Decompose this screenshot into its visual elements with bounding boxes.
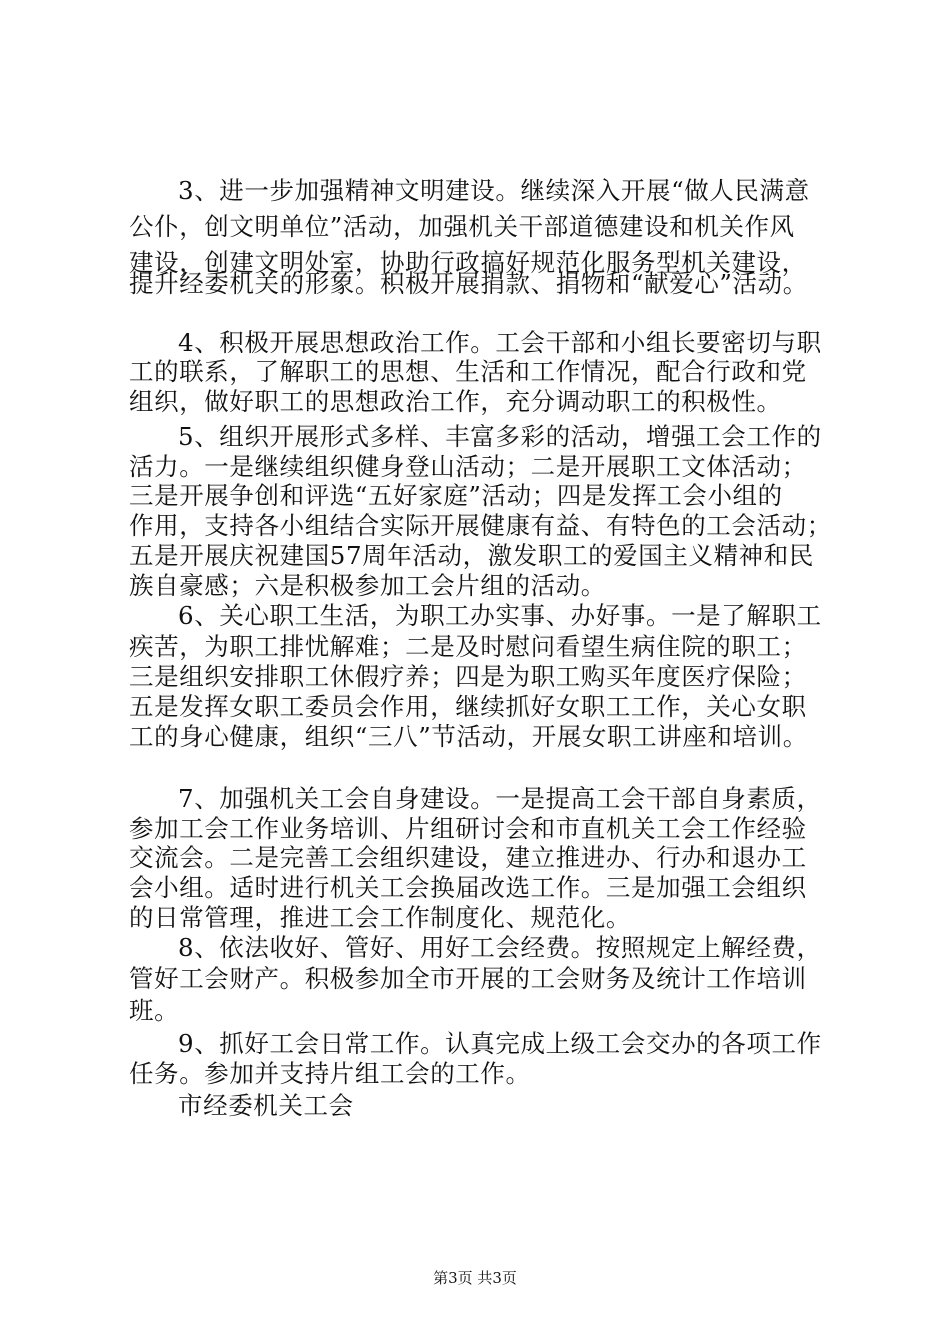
paragraph-9-line-2: 任务。参加并支持片组工会的工作。 <box>129 1059 531 1088</box>
paragraph-6-line-2: 疾苦，为职工排忧解难；二是及时慰问看望生病住院的职工； <box>129 632 807 661</box>
paragraph-7-line-4: 会小组。适时进行机关工会换届改选工作。三是加强工会组织 <box>129 873 807 902</box>
paragraph-7-line-2: 参加工会工作业务培训、片组研讨会和市直机关工会工作经验 <box>129 814 807 843</box>
paragraph-7-line-3: 交流会。二是完善工会组织建设，建立推进办、行办和退办工 <box>129 843 807 872</box>
paragraph-4-line-3: 组织，做好职工的思想政治工作，充分调动职工的积极性。 <box>129 387 782 416</box>
paragraph-8-line-2: 管好工会财产。积极参加全市开展的工会财务及统计工作培训 <box>129 964 807 993</box>
paragraph-5-line-5: 五是开展庆祝建国57周年活动，激发职工的爱国主义精神和民 <box>129 541 814 570</box>
page-number-footer: 第3页 共3页 <box>433 1269 517 1287</box>
paragraph-7-line-1: 7、加强机关工会自身建设。一是提高工会干部自身素质， <box>178 784 822 813</box>
paragraph-6-line-4: 五是发挥女职工委员会作用，继续抓好女职工工作，关心女职 <box>129 692 807 721</box>
paragraph-5-line-1: 5、组织开展形式多样、丰富多彩的活动，增强工会工作的 <box>178 422 822 451</box>
paragraph-5-line-3: 三是开展争创和评选“五好家庭”活动；四是发挥工会小组的 <box>129 481 783 510</box>
paragraph-6-line-5: 工的身心健康，组织“三八”节活动，开展女职工讲座和培训。 <box>129 722 808 751</box>
paragraph-5-line-2: 活力。一是继续组织健身登山活动；二是开展职工文体活动； <box>129 452 807 481</box>
signature-organization: 市经委机关工会 <box>178 1091 354 1120</box>
paragraph-3-line-2: 公仆，创文明单位”活动，加强机关干部道德建设和机关作风 <box>129 212 795 241</box>
paragraph-5-line-6: 族自豪感；六是积极参加工会片组的活动。 <box>129 571 606 600</box>
paragraph-3-line-3: 建设，创建文明处室，协助行政搞好规范化服务型机关建设， <box>129 248 807 277</box>
paragraph-4-line-2: 工的联系，了解职工的思想、生活和工作情况，配合行政和党 <box>129 357 807 386</box>
paragraph-3-line-4: 提升经委机关的形象。积极开展捐款、捐物和“献爱心”活动。 <box>129 269 808 298</box>
paragraph-9-line-1: 9、抓好工会日常工作。认真完成上级工会交办的各项工作 <box>178 1029 822 1058</box>
paragraph-4-line-1: 4、积极开展思想政治工作。工会干部和小组长要密切与职 <box>178 328 822 357</box>
paragraph-6-line-3: 三是组织安排职工休假疗养；四是为职工购买年度医疗保险； <box>129 662 807 691</box>
paragraph-8-line-1: 8、依法收好、管好、用好工会经费。按照规定上解经费， <box>178 933 822 962</box>
paragraph-3-line-1: 3、进一步加强精神文明建设。继续深入开展“做人民满意 <box>178 176 810 205</box>
paragraph-5-line-4: 作用，支持各小组结合实际开展健康有益、有特色的工会活动； <box>129 511 832 540</box>
paragraph-8-line-3: 班。 <box>129 996 180 1025</box>
paragraph-7-line-5: 的日常管理，推进工会工作制度化、规范化。 <box>129 903 631 932</box>
paragraph-6-line-1: 6、关心职工生活，为职工办实事、办好事。一是了解职工 <box>178 601 822 630</box>
